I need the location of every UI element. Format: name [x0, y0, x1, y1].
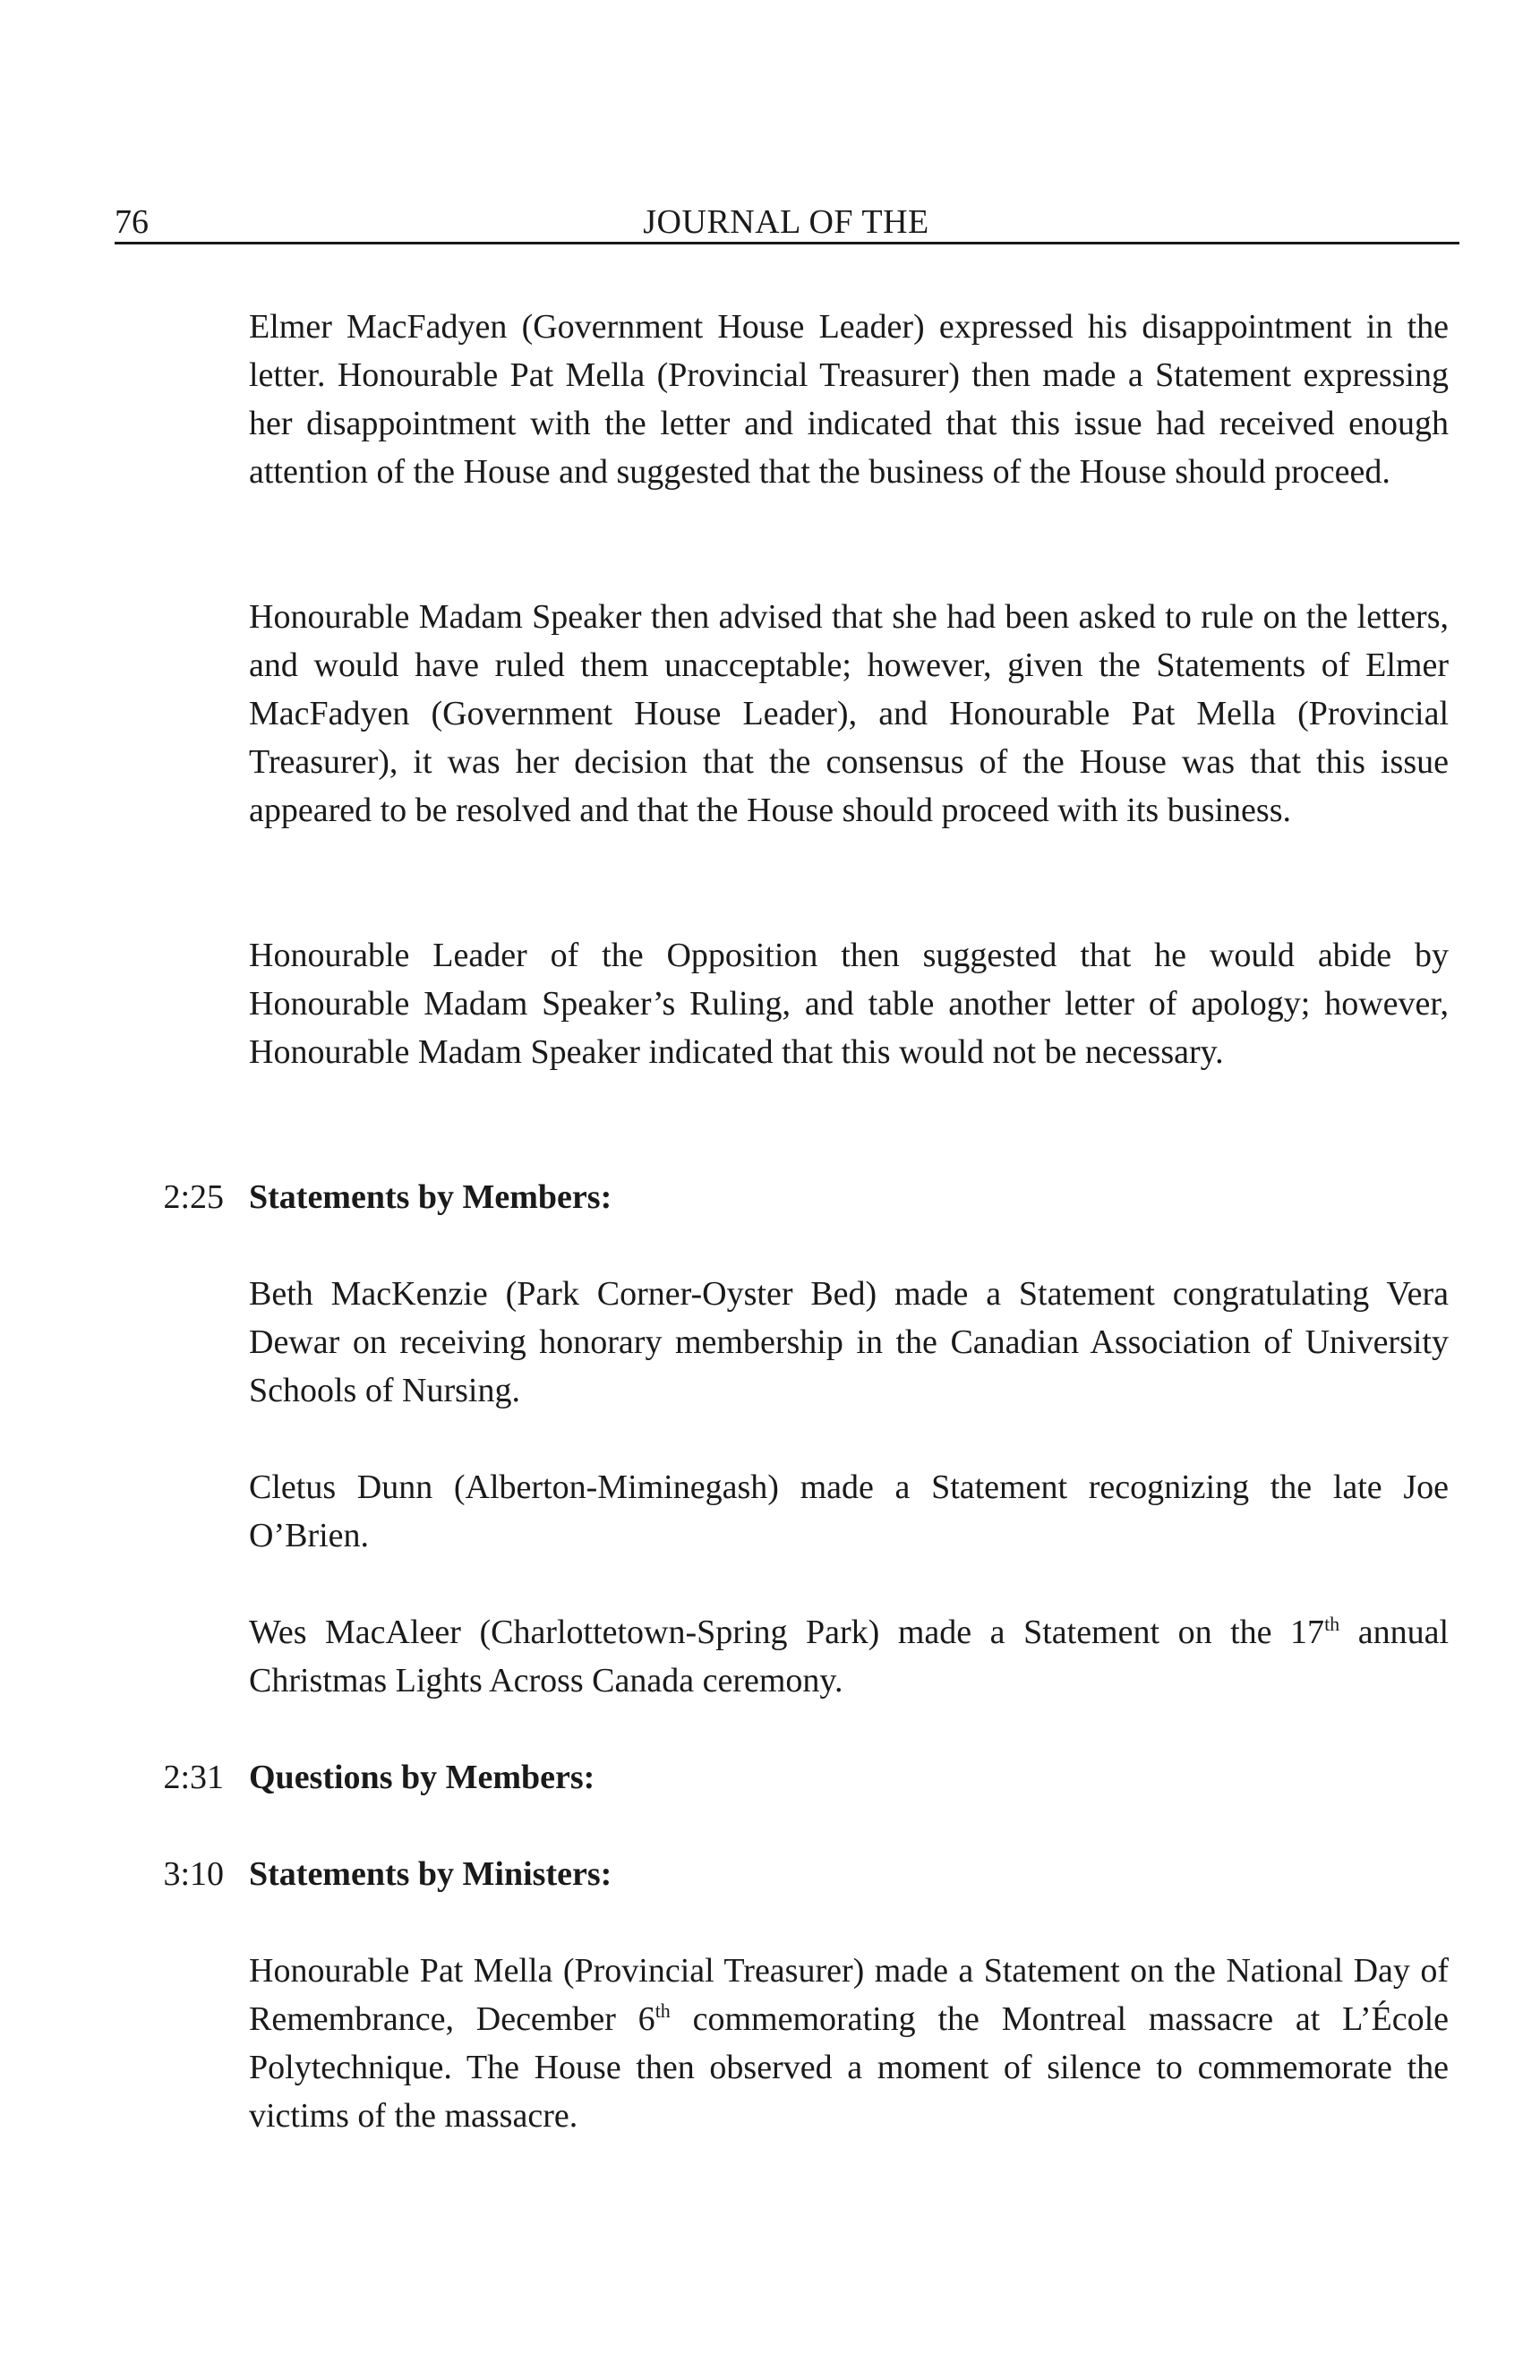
header-rule	[115, 242, 1459, 244]
statement-dunn: Cletus Dunn (Alberton-Miminegash) made a Statement recognizing the late Joe O’Brien.	[249, 1468, 1449, 1554]
statement-macaleer	[249, 1608, 1449, 1705]
statement-macaleer-text-end: annual Christmas Lights Across Canada ceremony.	[249, 1614, 1450, 1699]
section-heading-statements-by-ministers: Statements by Ministers:	[249, 1855, 612, 1893]
page-number: 76	[115, 203, 149, 241]
section-heading-statements-by-members: Statements by Members:	[249, 1178, 612, 1216]
time-stamp: 2:31	[163, 1759, 224, 1796]
paragraph-macfadyen-mella: Elmer MacFadyen (Government House Leader) expressed his disappointment in the letter. Honourable Pat Mella (Provincial Treasurer) then made a Statement expressing her disappointment with the letter and indicated that this issue had received enough attention of the House and suggested that the business of the House should proceed.	[249, 308, 1449, 491]
section-heading-questions-by-members: Questions by Members:	[249, 1759, 595, 1796]
paragraph-opposition-leader: Honourable Leader of the Opposition then suggested that he would abide by Honourable Madam Speaker’s Ruling, and table another letter of apology; however, Honourable Madam Speaker indicated that this would not be necessary.	[249, 937, 1449, 1071]
superscript-th: th	[654, 1999, 671, 2022]
journal-title: JOURNAL OF THE	[643, 203, 929, 241]
time-stamp: 3:10	[163, 1855, 224, 1893]
statement-mella-text: Honourable Pat Mella (Provincial Treasurer) made a Statement on the National Day of Remembrance, December 6	[249, 1952, 1449, 2038]
time-stamp: 2:25	[163, 1178, 224, 1216]
statement-macaleer-text: Wes MacAleer (Charlottetown-Spring Park) made a Statement on the 17	[249, 1614, 1325, 1651]
statement-mella-text-end: commemorating the Montreal massacre at L’École Polytechnique. The House then observed a moment of silence to commemorate the victims of the massacre.	[249, 2000, 1449, 2135]
statement-mella-remembrance	[249, 1947, 1449, 2140]
running-head	[115, 195, 1458, 249]
paragraph-speaker-ruling: Honourable Madam Speaker then advised that she had been asked to rule on the letters, and would have ruled them unacceptable; however, given the Statements of Elmer MacFadyen (Government House Leader), and Honourable Pat Mella (Provincial Treasurer), it was her decision that the consensus of the House was that this issue appeared to be resolved and that the House should proceed with its business.	[249, 598, 1449, 829]
superscript-th: th	[1324, 1613, 1340, 1635]
statement-mackenzie: Beth MacKenzie (Park Corner-Oyster Bed) made a Statement congratulating Vera Dewar on receiving honorary membership in the Canadian Association of University Schools of Nursing.	[249, 1275, 1449, 1409]
